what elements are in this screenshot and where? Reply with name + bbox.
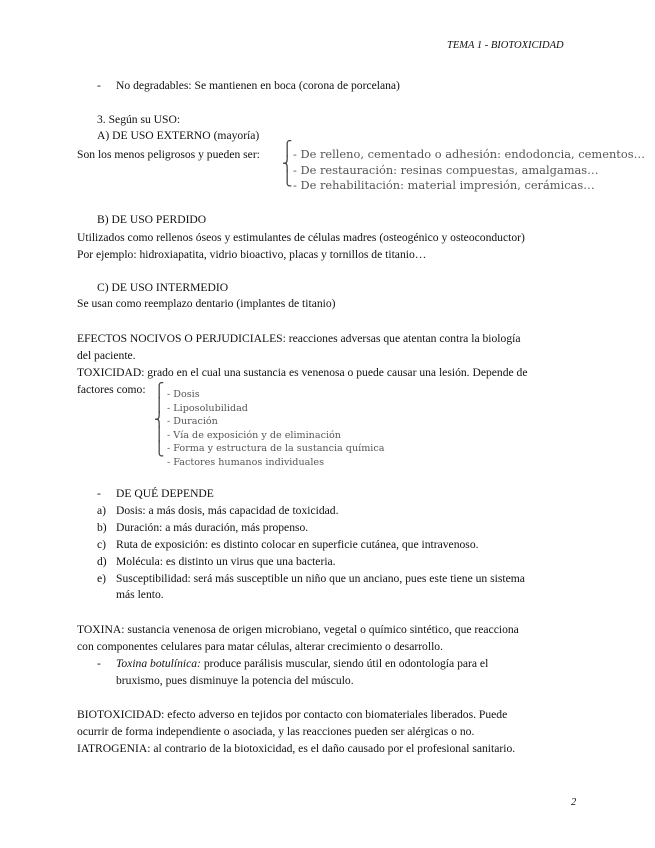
bullet-marker: -	[97, 657, 101, 670]
factor-item: - Vía de exposición y de eliminación	[167, 429, 341, 441]
uso-perdido-line: Por ejemplo: hidroxiapatita, vidrio bioactivo, placas y tornillos de titanio…	[77, 248, 427, 261]
factor-item: - Factores humanos individuales	[167, 456, 325, 468]
toxina-sub-cont: bruxismo, pues disminuye la potencia del músculo.	[116, 674, 354, 687]
efectos-line: EFECTOS NOCIVOS O PERJUDICIALES: reacciones adversas que atentan contra la biología	[77, 332, 521, 345]
depende-item-label: c)	[97, 538, 107, 551]
depende-item-label: b)	[97, 521, 107, 534]
uso-perdido-line: Utilizados como rellenos óseos y estimulantes de células madres (osteogénico y osteoconductor)	[77, 231, 525, 244]
depende-item-label: a)	[97, 504, 107, 517]
externo-item: - De restauración: resinas compuestas, amalgamas…	[293, 162, 599, 177]
uso-externo-intro: Son los menos peligrosos y pueden ser:	[77, 148, 260, 161]
uso-externo-heading: A) DE USO EXTERNO (mayoría)	[97, 129, 260, 142]
depende-heading: DE QUÉ DEPENDE	[116, 487, 214, 500]
toxicidad-line: TOXICIDAD: grado en el cual una sustancia es venenosa o puede causar una lesión. Depende de	[77, 366, 528, 379]
factor-item: - Forma y estructura de la sustancia química	[167, 443, 385, 455]
factor-item: - Dosis	[167, 389, 200, 400]
uso-intermedio-line: Se usan como reemplazo dentario (implantes de titanio)	[77, 297, 336, 310]
factor-item: - Duración	[167, 416, 218, 428]
toxina-sub-text: produce parálisis muscular, siendo útil en odontología para el	[200, 657, 489, 670]
depende-item-text: Dosis: a más dosis, más capacidad de toxicidad.	[116, 504, 339, 517]
biotox-line: ocurrir de forma independiente o asociada, y las reacciones pueden ser alérgicas o no.	[77, 725, 475, 738]
brace-factores: ⎧ ⎪ ⎨ ⎪ ⎩	[154, 383, 165, 457]
page-header-title: TEMA 1 - BIOTOXICIDAD	[447, 40, 564, 51]
toxina-line: con componentes celulares para matar células, alterar crecimiento o desarrollo.	[77, 640, 443, 653]
toxina-line: TOXINA: sustancia venenosa de origen microbiano, vegetal o químico sintético, que reacciona	[77, 623, 519, 636]
externo-item: - De relleno, cementado o adhesión: endodoncia, cementos…	[293, 147, 645, 161]
uso-perdido-heading: B) DE USO PERDIDO	[97, 213, 207, 226]
toxina-sub-term: Toxina botulínica:	[116, 657, 201, 670]
uso-intermedio-heading: C) DE USO INTERMEDIO	[97, 281, 229, 294]
externo-item: - De rehabilitación: material impresión, cerámicas…	[293, 178, 595, 192]
uso-heading: 3. Según su USO:	[97, 113, 181, 126]
factor-item: - Liposolubilidad	[167, 402, 248, 414]
bullet-marker: -	[97, 487, 101, 500]
depende-item-text: Duración: a más duración, más propenso.	[116, 521, 309, 534]
depende-item-text: Ruta de exposición: es distinto colocar en superficie cutánea, que intravenoso.	[116, 538, 479, 551]
toxina-sub-line	[116, 656, 488, 671]
depende-item-text: Susceptibilidad: será más susceptible un niño que un anciano, pues este tiene un sistema	[116, 572, 525, 585]
biotox-line: BIOTOXICIDAD: efecto adverso en tejidos por contacto con biomateriales liberados. Puede	[77, 708, 508, 721]
iatro-line: IATROGENIA: al contrario de la biotoxicidad, es el daño causado por el profesional sanitario.	[77, 742, 516, 755]
depende-item-text: Molécula: es distinto un virus que una bacteria.	[116, 555, 336, 568]
depende-item-label: e)	[97, 572, 107, 585]
page-number: 2	[571, 797, 577, 808]
externo-list-image	[293, 147, 645, 194]
bullet-no-degradables: No degradables: Se mantienen en boca (corona de porcelana)	[116, 79, 400, 92]
bullet-marker: -	[97, 79, 101, 92]
factores-list-image	[167, 388, 384, 470]
efectos-line: del paciente.	[77, 349, 136, 362]
depende-item-label: d)	[97, 555, 107, 568]
depende-item-text-cont: más lento.	[116, 588, 164, 601]
brace-externo: ⎧ ⎨ ⎩	[282, 141, 293, 187]
toxicidad-line: factores como:	[77, 383, 146, 396]
